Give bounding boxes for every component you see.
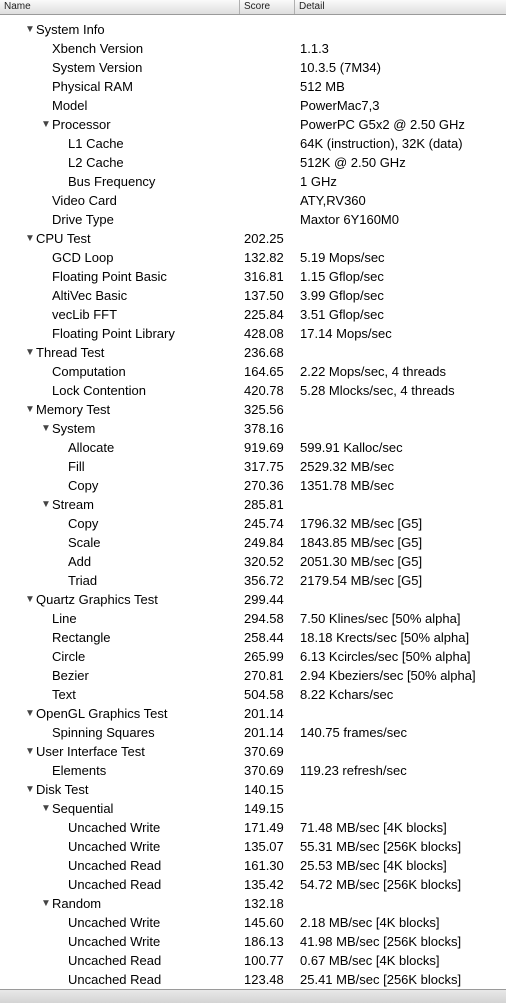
outline-group-row[interactable]	[0, 495, 506, 514]
row-name: Elements	[52, 763, 107, 778]
row-detail: 18.18 Krects/sec [50% alpha]	[300, 630, 470, 645]
outline-row[interactable]	[0, 191, 506, 210]
outline-row[interactable]	[0, 818, 506, 837]
results-rows	[0, 20, 506, 989]
outline-group-row[interactable]	[0, 343, 506, 362]
outline-group-row[interactable]	[0, 115, 506, 134]
row-score: 132.18	[244, 896, 284, 911]
row-name: L2 Cache	[68, 155, 124, 170]
row-name: Scale	[68, 535, 101, 550]
row-name: Line	[52, 611, 77, 626]
row-detail: 140.75 frames/sec	[300, 725, 407, 740]
outline-row[interactable]	[0, 514, 506, 533]
outline-row[interactable]	[0, 856, 506, 875]
disclosure-triangle-expanded-icon[interactable]: ▼	[25, 708, 35, 719]
disclosure-triangle-expanded-icon[interactable]: ▼	[25, 347, 35, 358]
row-detail: 2.22 Mops/sec, 4 threads	[300, 364, 446, 379]
outline-row[interactable]	[0, 913, 506, 932]
row-name: Copy	[68, 478, 99, 493]
row-name: Random	[52, 896, 102, 911]
outline-row[interactable]	[0, 267, 506, 286]
outline-row[interactable]	[0, 761, 506, 780]
outline-row[interactable]	[0, 666, 506, 685]
row-detail: 8.22 Kchars/sec	[300, 687, 394, 702]
row-detail: 0.67 MB/sec [4K blocks]	[300, 953, 440, 968]
row-detail: 17.14 Mops/sec	[300, 326, 392, 341]
row-detail: Maxtor 6Y160M0	[300, 212, 399, 227]
row-score: 145.60	[244, 915, 284, 930]
row-score: 270.81	[244, 668, 284, 683]
outline-row[interactable]	[0, 476, 506, 495]
outline-row[interactable]	[0, 609, 506, 628]
row-detail: PowerPC G5x2 @ 2.50 GHz	[300, 117, 465, 132]
row-name: AltiVec Basic	[52, 288, 128, 303]
row-name: Stream	[52, 497, 94, 512]
row-name: Text	[52, 687, 76, 702]
outline-row[interactable]	[0, 837, 506, 856]
row-detail: 1796.32 MB/sec [G5]	[300, 516, 423, 531]
row-score: 137.50	[244, 288, 284, 303]
row-detail: 5.19 Mops/sec	[300, 250, 385, 265]
row-score: 265.99	[244, 649, 284, 664]
outline-row[interactable]	[0, 685, 506, 704]
outline-group-row[interactable]	[0, 419, 506, 438]
row-score: 161.30	[244, 858, 284, 873]
row-score: 245.74	[244, 516, 284, 531]
row-name: Add	[68, 554, 92, 569]
row-score: 249.84	[244, 535, 284, 550]
row-score: 201.14	[244, 725, 284, 740]
row-score: 316.81	[244, 269, 284, 284]
column-header-score[interactable]: Score	[240, 0, 295, 14]
outline-row[interactable]	[0, 381, 506, 400]
row-name: Model	[52, 98, 88, 113]
column-header-bar	[0, 0, 506, 15]
outline-row[interactable]	[0, 210, 506, 229]
row-detail: 5.28 Mlocks/sec, 4 threads	[300, 383, 455, 398]
row-name: Drive Type	[52, 212, 114, 227]
row-name: Bezier	[52, 668, 89, 683]
outline-row[interactable]	[0, 39, 506, 58]
row-score: 356.72	[244, 573, 284, 588]
outline-row[interactable]	[0, 552, 506, 571]
row-score: 100.77	[244, 953, 284, 968]
outline-group-row[interactable]	[0, 400, 506, 419]
row-name: Physical RAM	[52, 79, 133, 94]
row-detail: 25.41 MB/sec [256K blocks]	[300, 972, 462, 987]
outline-row[interactable]	[0, 305, 506, 324]
outline-row[interactable]	[0, 58, 506, 77]
row-name: Spinning Squares	[52, 725, 155, 740]
row-name: Uncached Write	[68, 820, 161, 835]
row-name: Allocate	[68, 440, 115, 455]
row-name: Circle	[52, 649, 86, 664]
row-detail: 1843.85 MB/sec [G5]	[300, 535, 423, 550]
row-name: Uncached Write	[68, 915, 161, 930]
outline-group-row[interactable]	[0, 229, 506, 248]
outline-row[interactable]	[0, 362, 506, 381]
disclosure-triangle-expanded-icon[interactable]: ▼	[25, 24, 35, 35]
row-score: 201.14	[244, 706, 284, 721]
row-detail: 3.51 Gflop/sec	[300, 307, 384, 322]
disclosure-triangle-expanded-icon[interactable]: ▼	[25, 784, 35, 795]
disclosure-triangle-expanded-icon[interactable]: ▼	[41, 119, 51, 130]
row-score: 428.08	[244, 326, 284, 341]
row-detail: 599.91 Kalloc/sec	[300, 440, 403, 455]
row-score: 132.82	[244, 250, 284, 265]
outline-row[interactable]	[0, 571, 506, 590]
row-name: Triad	[68, 573, 98, 588]
horizontal-scrollbar[interactable]	[0, 989, 506, 1003]
row-score: 299.44	[244, 592, 284, 607]
disclosure-triangle-expanded-icon[interactable]: ▼	[41, 423, 51, 434]
outline-row[interactable]	[0, 875, 506, 894]
outline-row[interactable]	[0, 628, 506, 647]
outline-row[interactable]	[0, 172, 506, 191]
outline-row[interactable]	[0, 286, 506, 305]
row-name: Xbench Version	[52, 41, 144, 56]
outline-row[interactable]	[0, 324, 506, 343]
column-header-name[interactable]: Name	[0, 0, 240, 14]
row-score: 285.81	[244, 497, 284, 512]
row-detail: 6.13 Kcircles/sec [50% alpha]	[300, 649, 471, 664]
row-detail: 2529.32 MB/sec	[300, 459, 394, 474]
row-score: 317.75	[244, 459, 284, 474]
row-detail: 2.18 MB/sec [4K blocks]	[300, 915, 440, 930]
outline-row[interactable]	[0, 438, 506, 457]
row-name: System Version	[52, 60, 143, 75]
outline-row[interactable]	[0, 248, 506, 267]
row-name: Video Card	[52, 193, 117, 208]
row-detail: 64K (instruction), 32K (data)	[300, 136, 463, 151]
row-name: Floating Point Basic	[52, 269, 167, 284]
row-name: Uncached Read	[68, 972, 162, 987]
row-detail: 7.50 Klines/sec [50% alpha]	[300, 611, 461, 626]
outline-row[interactable]	[0, 134, 506, 153]
row-score: 270.36	[244, 478, 284, 493]
row-detail: ATY,RV360	[300, 193, 366, 208]
row-detail: 1351.78 MB/sec	[300, 478, 394, 493]
row-name: L1 Cache	[68, 136, 124, 151]
outline-row[interactable]	[0, 647, 506, 666]
outline-row[interactable]	[0, 932, 506, 951]
row-score: 164.65	[244, 364, 284, 379]
row-score: 378.16	[244, 421, 284, 436]
row-detail: 119.23 refresh/sec	[300, 763, 407, 778]
row-name: Uncached Read	[68, 877, 162, 892]
row-detail: PowerMac7,3	[300, 98, 380, 113]
disclosure-triangle-expanded-icon[interactable]: ▼	[41, 898, 51, 909]
row-score: 294.58	[244, 611, 284, 626]
row-name: vecLib FFT	[52, 307, 118, 322]
outline-row[interactable]	[0, 951, 506, 970]
row-name: Rectangle	[52, 630, 111, 645]
outline-row[interactable]	[0, 533, 506, 552]
row-score: 370.69	[244, 763, 284, 778]
row-name: System Info	[36, 22, 105, 37]
row-name: Fill	[68, 459, 85, 474]
row-score: 370.69	[244, 744, 284, 759]
row-score: 236.68	[244, 345, 284, 360]
disclosure-triangle-expanded-icon[interactable]: ▼	[25, 746, 35, 757]
column-header-detail[interactable]: Detail	[299, 1, 325, 12]
outline-group-row[interactable]	[0, 799, 506, 818]
row-detail: 1 GHz	[300, 174, 337, 189]
row-name: Sequential	[52, 801, 114, 816]
row-detail: 2.94 Kbeziers/sec [50% alpha]	[300, 668, 476, 683]
row-score: 123.48	[244, 972, 284, 987]
row-detail: 2179.54 MB/sec [G5]	[300, 573, 423, 588]
row-score: 225.84	[244, 307, 284, 322]
disclosure-triangle-expanded-icon[interactable]: ▼	[25, 233, 35, 244]
row-detail: 2051.30 MB/sec [G5]	[300, 554, 423, 569]
row-name: Thread Test	[36, 345, 105, 360]
row-score: 135.07	[244, 839, 284, 854]
row-name: CPU Test	[36, 231, 91, 246]
outline-row[interactable]	[0, 96, 506, 115]
outline-group-row[interactable]	[0, 704, 506, 723]
row-detail: 10.3.5 (7M34)	[300, 60, 381, 75]
disclosure-triangle-expanded-icon[interactable]: ▼	[25, 404, 35, 415]
row-detail: 512 MB	[300, 79, 345, 94]
row-name: Uncached Read	[68, 953, 162, 968]
row-score: 135.42	[244, 877, 284, 892]
row-detail: 512K @ 2.50 GHz	[300, 155, 406, 170]
row-score: 504.58	[244, 687, 284, 702]
row-score: 258.44	[244, 630, 284, 645]
outline-group-row[interactable]	[0, 590, 506, 609]
row-name: Processor	[52, 117, 111, 132]
row-name: Memory Test	[36, 402, 111, 417]
row-name: Quartz Graphics Test	[36, 592, 158, 607]
row-detail: 3.99 Gflop/sec	[300, 288, 384, 303]
row-name: Lock Contention	[52, 383, 146, 398]
row-score: 202.25	[244, 231, 284, 246]
disclosure-triangle-expanded-icon[interactable]: ▼	[41, 499, 51, 510]
row-score: 919.69	[244, 440, 284, 455]
row-score: 149.15	[244, 801, 284, 816]
row-detail: 1.1.3	[300, 41, 329, 56]
row-name: Bus Frequency	[68, 174, 156, 189]
row-score: 171.49	[244, 820, 284, 835]
row-name: Copy	[68, 516, 99, 531]
row-score: 140.15	[244, 782, 284, 797]
outline-group-row[interactable]	[0, 894, 506, 913]
row-name: GCD Loop	[52, 250, 114, 265]
row-name: User Interface Test	[36, 744, 145, 759]
row-name: Uncached Write	[68, 934, 161, 949]
row-detail: 41.98 MB/sec [256K blocks]	[300, 934, 462, 949]
row-detail: 54.72 MB/sec [256K blocks]	[300, 877, 462, 892]
disclosure-triangle-expanded-icon[interactable]: ▼	[41, 803, 51, 814]
row-detail: 55.31 MB/sec [256K blocks]	[300, 839, 462, 854]
row-detail: 71.48 MB/sec [4K blocks]	[300, 820, 447, 835]
row-name: Uncached Write	[68, 839, 161, 854]
outline-row[interactable]	[0, 970, 506, 989]
row-detail: 1.15 Gflop/sec	[300, 269, 384, 284]
row-detail: 25.53 MB/sec [4K blocks]	[300, 858, 447, 873]
row-name: System	[52, 421, 96, 436]
outline-row[interactable]	[0, 723, 506, 742]
row-score: 420.78	[244, 383, 284, 398]
outline-row[interactable]	[0, 77, 506, 96]
disclosure-triangle-expanded-icon[interactable]: ▼	[25, 594, 35, 605]
row-score: 320.52	[244, 554, 284, 569]
outline-row[interactable]	[0, 153, 506, 172]
row-score: 186.13	[244, 934, 284, 949]
outline-group-row[interactable]	[0, 20, 506, 39]
row-name: Disk Test	[36, 782, 89, 797]
row-name: Uncached Read	[68, 858, 162, 873]
outline-group-row[interactable]	[0, 742, 506, 761]
row-name: OpenGL Graphics Test	[36, 706, 168, 721]
row-name: Computation	[52, 364, 126, 379]
outline-row[interactable]	[0, 457, 506, 476]
row-score: 325.56	[244, 402, 284, 417]
row-name: Floating Point Library	[52, 326, 175, 341]
outline-group-row[interactable]	[0, 780, 506, 799]
